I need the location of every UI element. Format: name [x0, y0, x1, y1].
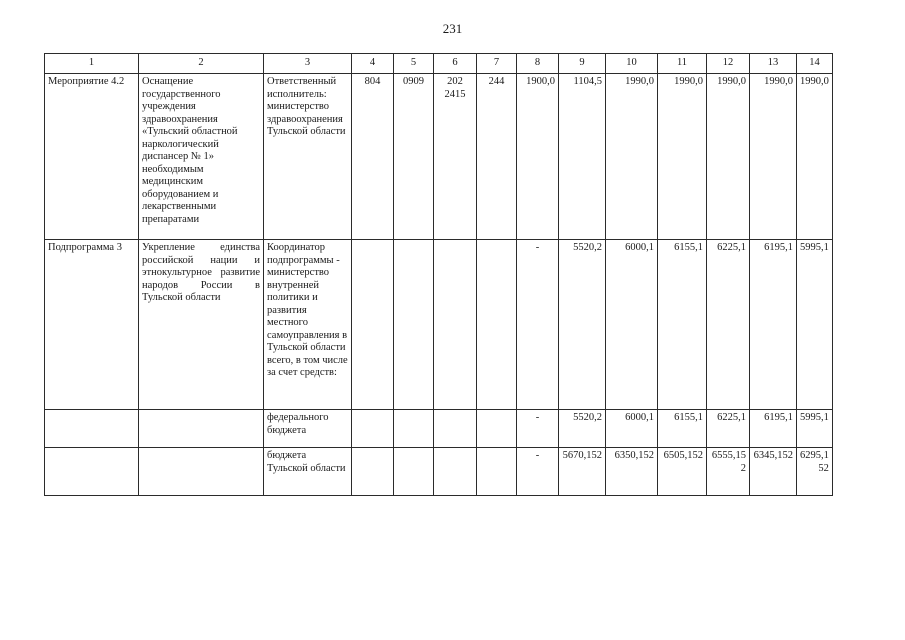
value-cell: 5520,2 — [559, 410, 606, 448]
header-cell: 7 — [477, 54, 517, 74]
table-row — [45, 410, 833, 448]
description-cell — [139, 448, 264, 496]
row-name-cell — [45, 448, 139, 496]
code-cell — [394, 240, 434, 410]
description-cell: Оснащение государственного учреждения здравоохранения «Тульский областной наркологический диспансер № 1» необходимым медицинским оборудованием и лекарственными препаратами — [139, 74, 264, 240]
row-name-cell: Подпрограмма 3 — [45, 240, 139, 410]
header-cell: 6 — [434, 54, 477, 74]
value-cell: - — [517, 240, 559, 410]
value-cell: 6225,1 — [707, 410, 750, 448]
value-cell: 1990,0 — [707, 74, 750, 240]
value-cell: 6195,1 — [750, 410, 797, 448]
value-cell: 1990,0 — [658, 74, 707, 240]
code-cell — [477, 240, 517, 410]
row-name-cell: Мероприятие 4.2 — [45, 74, 139, 240]
code-cell — [352, 240, 394, 410]
table-row — [45, 74, 833, 240]
value-cell: 1990,0 — [750, 74, 797, 240]
header-cell: 14 — [797, 54, 833, 74]
code-cell — [477, 410, 517, 448]
row-name-cell — [45, 410, 139, 448]
header-cell: 2 — [139, 54, 264, 74]
value-cell: 6000,1 — [606, 410, 658, 448]
value-cell: 6155,1 — [658, 410, 707, 448]
code-cell: 0909 — [394, 74, 434, 240]
budget-table — [44, 53, 833, 496]
value-cell: 5670,152 — [559, 448, 606, 496]
header-cell: 8 — [517, 54, 559, 74]
code-cell: 202 2415 — [434, 74, 477, 240]
code-cell: 244 — [477, 74, 517, 240]
value-cell: 1990,0 — [606, 74, 658, 240]
code-cell — [394, 448, 434, 496]
value-cell: 6195,1 — [750, 240, 797, 410]
header-cell: 10 — [606, 54, 658, 74]
value-cell: 6350,152 — [606, 448, 658, 496]
page-number: 231 — [442, 21, 463, 36]
value-cell: 1900,0 — [517, 74, 559, 240]
header-cell: 3 — [264, 54, 352, 74]
header-cell: 5 — [394, 54, 434, 74]
value-cell: 1104,5 — [559, 74, 606, 240]
value-cell: 5520,2 — [559, 240, 606, 410]
value-cell: 1990,0 — [797, 74, 833, 240]
table-row — [45, 240, 833, 410]
code-cell — [352, 410, 394, 448]
responsible-cell: Координатор подпрограммы - министерство внутренней политики и развития местного самоуправления в Тульской области всего, в том числе за счет средств: — [264, 240, 352, 410]
value-cell: - — [517, 410, 559, 448]
code-cell — [434, 410, 477, 448]
value-cell: 5995,1 — [797, 240, 833, 410]
header-cell: 13 — [750, 54, 797, 74]
value-cell: - — [517, 448, 559, 496]
header-row — [45, 54, 833, 74]
code-cell: 804 — [352, 74, 394, 240]
code-cell — [434, 448, 477, 496]
source-cell: федерального бюджета — [264, 410, 352, 448]
code-cell — [434, 240, 477, 410]
description-cell — [139, 410, 264, 448]
code-cell — [477, 448, 517, 496]
value-cell: 6505,152 — [658, 448, 707, 496]
source-cell: бюджета Тульской области — [264, 448, 352, 496]
value-cell: 6345,152 — [750, 448, 797, 496]
responsible-cell: Ответственный исполнитель: министерство здравоохранения Тульской области — [264, 74, 352, 240]
value-cell: 6555,152 — [707, 448, 750, 496]
value-cell: 6225,1 — [707, 240, 750, 410]
table-row — [45, 448, 833, 496]
header-cell: 4 — [352, 54, 394, 74]
value-cell: 6000,1 — [606, 240, 658, 410]
header-cell: 1 — [45, 54, 139, 74]
code-cell — [394, 410, 434, 448]
code-cell — [352, 448, 394, 496]
value-cell: 6155,1 — [658, 240, 707, 410]
value-cell: 5995,1 — [797, 410, 833, 448]
description-cell: Укрепление единства российской нации и этнокультурное развитие народов России в Тульской области — [139, 240, 264, 410]
header-cell: 9 — [559, 54, 606, 74]
header-cell: 11 — [658, 54, 707, 74]
value-cell: 6295,152 — [797, 448, 833, 496]
header-cell: 12 — [707, 54, 750, 74]
